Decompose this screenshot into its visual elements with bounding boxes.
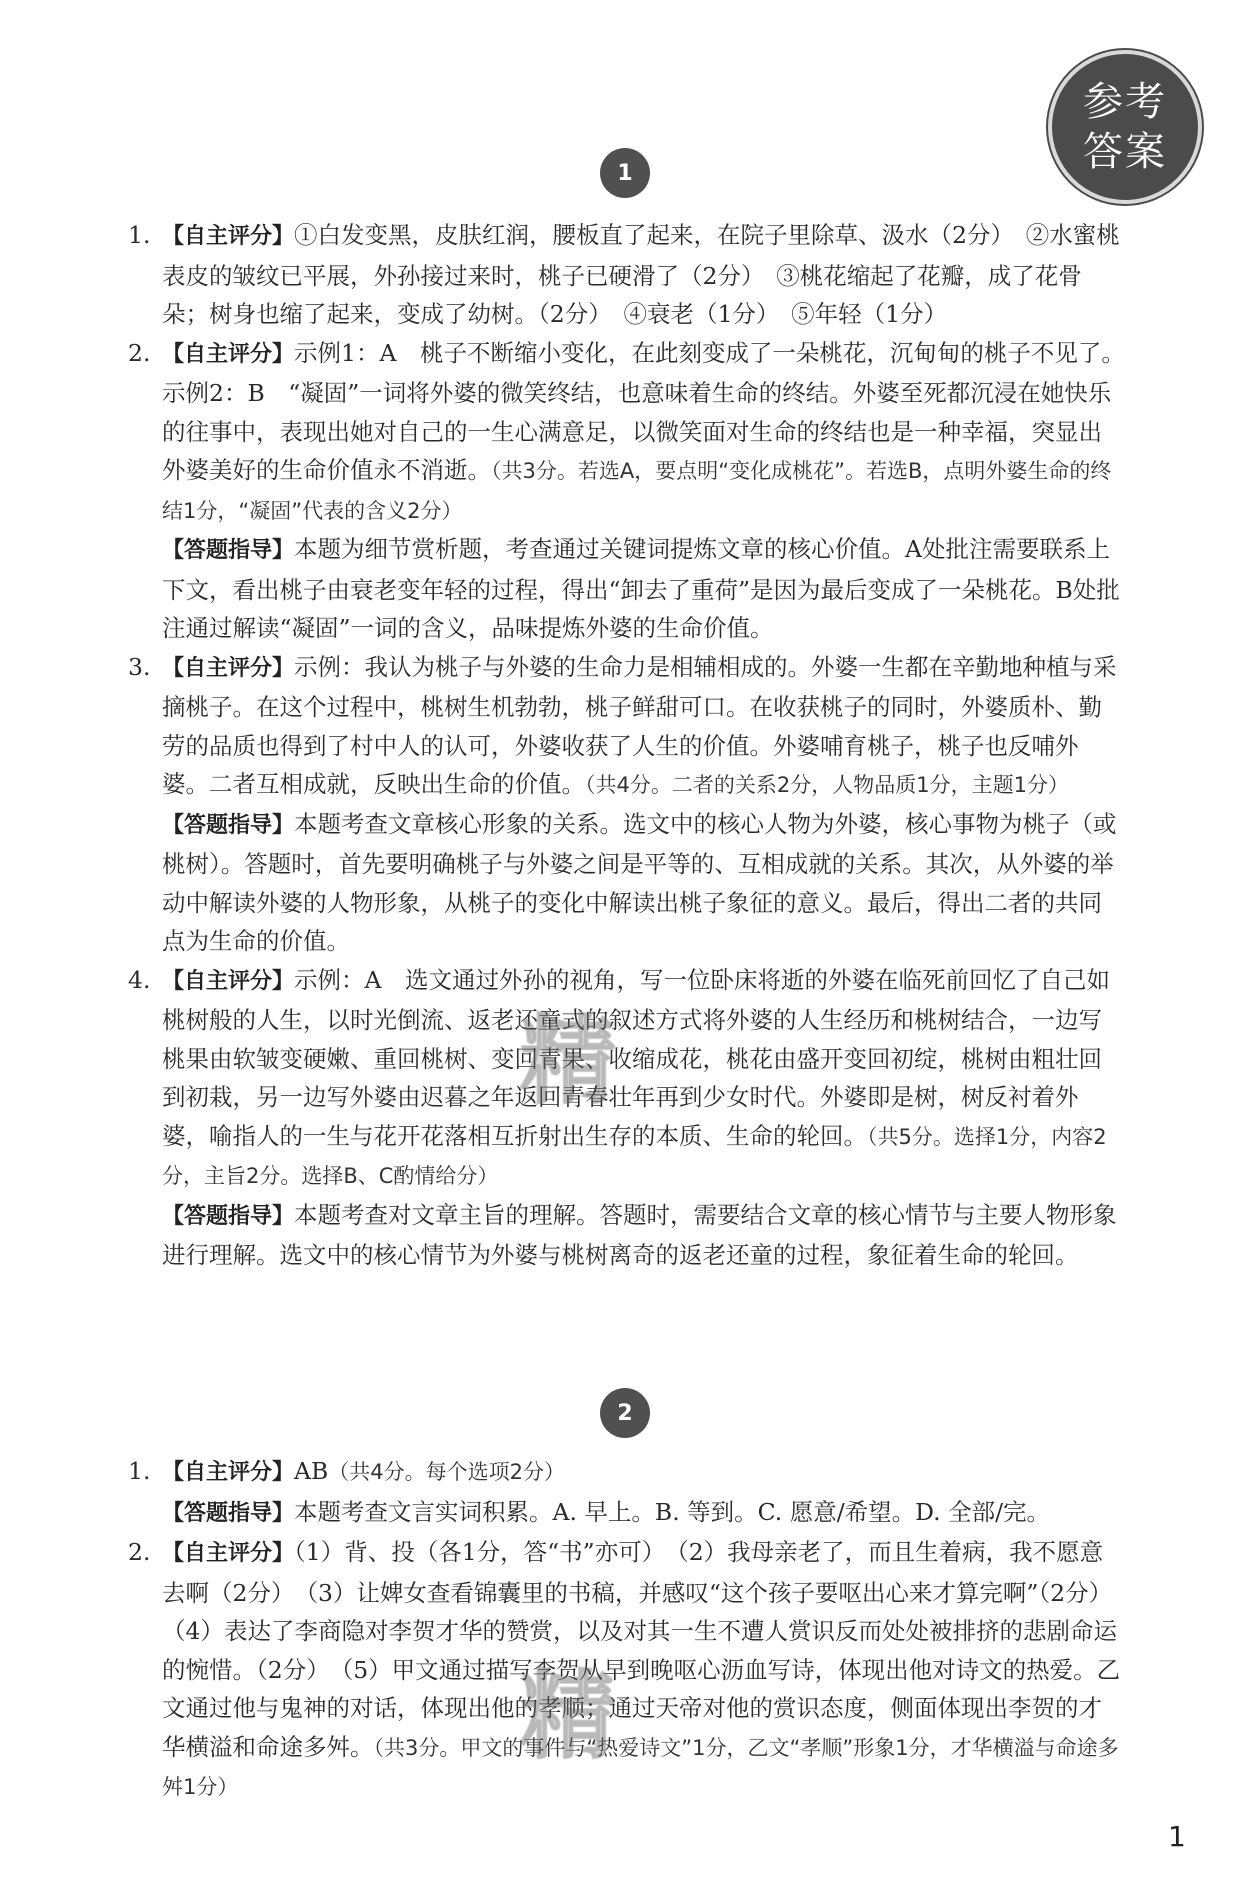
question-1-4 [128, 961, 1123, 1196]
watermark-logo: 精 [520, 1005, 626, 1117]
answer-text: 示例：A 选文通过外孙的视角，写一位卧床将逝的外婆在临死前回忆了自己如桃树般的人生，以时光倒流、返老还童式的叙述方式将外婆的人生经历和桃树结合，一边写桃果由软皱变硬嫩、重回桃树、变回青果、收缩成花，桃花由盛开变回初绽，桃树由粗壮回到初栽，另一边写外婆由迟暮之年返回青春壮年再到少女时代。外婆即是树，树反衬着外婆，喻指人的一生与花开花落相互折射出生存的本质、生命的轮回。 [162, 965, 1110, 1150]
answer-text: （1）背、投（各1分，答“书”亦可） （2）我母亲老了，而且生着病，我不愿意去啊（2分） （3）让婢女查看锦囊里的书稿，并感叹“这个孩子要呕出心来才算完啊”（2分） （4）表达了李商隐对李贺才华的赞赏，以及对其一生不遭人赏识反而处处被排挤的悲剧命运的惋惜。（2分） （5）甲文通过描写李贺从早到晚呕心沥血写诗，体现出他对诗文的热爱。乙文通过他与鬼神的对话，体现出他的孝顺；通过天帝对他的赏识态度，侧面体现出李贺的才华横溢和命途多舛。 [162, 1538, 1124, 1761]
answer-text: ①白发变黑，皮肤红润，腰板直了起来，在院子里除草、汲水（2分） ②水蜜桃表皮的皱纹已平展，外孙接过来时，桃子已硬滑了（2分） ③桃花缩起了花瓣，成了花骨朵；树身也缩了起来，变成了幼树。（2分） ④衰老（1分） ⑤年轻（1分） [162, 221, 1120, 328]
self-score-tag: 【自主评分】 [162, 1460, 295, 1485]
badge-line-1: 参考 [1083, 79, 1167, 125]
question-1-3 [128, 648, 1123, 805]
score-note: （共5分。选择1分，内容2分，主旨2分。选择B、C酌情给分） [162, 1124, 1107, 1188]
answer-text: AB [294, 1457, 329, 1485]
section-number-2: 2 [600, 1388, 650, 1438]
self-score-tag: 【自主评分】 [162, 655, 295, 681]
question-1-1 [128, 216, 1123, 334]
section-number-1: 1 [600, 148, 650, 198]
score-note: （共3分。甲文的事件与“热爱诗文”1分，乙文“孝顺”形象1分，才华横溢与命途多舛1分） [162, 1735, 1119, 1799]
section-2-content [128, 1452, 1123, 1807]
guide-tag: 【答题指导】 [162, 1203, 295, 1229]
answer-text: 示例：我认为桃子与外婆的生命力是相辅相成的。外婆一生都在辛勤地种植与采摘桃子。在这个过程中，桃树生机勃勃，桃子鲜甜可口。在收获桃子的同时，外婆质朴、勤劳的品质也得到了村中人的认可，外婆收获了人生的价值。外婆哺育桃子，桃子也反哺外婆。二者互相成就，反映出生命的价值。 [162, 652, 1117, 798]
self-score-tag: 【自主评分】 [162, 1541, 295, 1566]
question-2-1 [128, 1452, 1123, 1493]
question-number: 1. [128, 221, 151, 249]
question-1-2 [128, 334, 1137, 531]
guide-text: 本题考查对文章主旨的理解。答题时，需要结合文章的核心情节与主要人物形象进行理解。选文中的核心情节为外婆与桃树离奇的返老还童的过程，象征着生命的轮回。 [162, 1200, 1117, 1269]
question-2-2 [128, 1533, 1123, 1807]
answer-text: 示例1：A 桃子不断缩小变化，在此刻变成了一朵桃花，沉甸甸的桃子不见了。 示例2：B “凝固”一词将外婆的微笑终结，也意味着生命的终结。外婆至死都沉浸在她快乐的往事中，表现出她对自己的一生心满意足，以微笑面对生命的终结也是一种幸福，突显出外婆美好的生命价值永不消逝。 [162, 338, 1137, 484]
score-note: （共4分。二者的关系2分，人物品质1分，主题1分） [585, 773, 1069, 797]
guide-1-4 [128, 1196, 1123, 1275]
score-note: （共4分。每个选项2分） [328, 1460, 565, 1484]
question-number: 4. [128, 965, 151, 994]
question-number: 2. [128, 338, 151, 367]
question-number: 1. [128, 1457, 151, 1485]
watermark-logo: 精 [520, 1660, 626, 1772]
score-note: （共3分。若选A，要点明“变化成桃花”。若选B，点明外婆生命的终结1分，“凝固”代表的含义2分） [162, 459, 1112, 523]
guide-tag: 【答题指导】 [162, 538, 295, 563]
guide-1-3 [128, 805, 1123, 961]
guide-tag: 【答题指导】 [162, 812, 295, 838]
question-number: 3. [128, 652, 151, 681]
badge-line-2: 答案 [1083, 129, 1167, 175]
answers-badge [1048, 50, 1202, 204]
section-1-content [128, 216, 1137, 1275]
guide-2-1 [128, 1493, 1123, 1534]
guide-1-2 [128, 530, 1123, 648]
guide-text: 本题考查文章核心形象的关系。选文中的核心人物为外婆，核心事物为桃子（或桃树）。答题时，首先要明确桃子与外婆之间是平等的、互相成就的关系。其次，从外婆的举动中解读外婆的人物形象，从桃子的变化中解读出桃子象征的意义。最后，得出二者的共同点为生命的价值。 [162, 809, 1117, 955]
self-score-tag: 【自主评分】 [162, 224, 295, 249]
self-score-tag: 【自主评分】 [162, 341, 295, 367]
question-number: 2. [128, 1538, 151, 1566]
guide-text: 本题为细节赏析题，考查通过关键词提炼文章的核心价值。A处批注需要联系上下文，看出桃子由衰老变年轻的过程，得出“卸去了重荷”是因为最后变成了一朵桃花。B处批注通过解读“凝固”一词的含义，品味提炼外婆的生命价值。 [162, 535, 1120, 642]
guide-tag: 【答题指导】 [162, 1500, 295, 1526]
page-number: 1 [1168, 1820, 1186, 1853]
guide-text: 本题考查文言实词积累。A. 早上。B. 等到。C. 愿意/希望。D. 全部/完。 [294, 1497, 1050, 1526]
self-score-tag: 【自主评分】 [162, 968, 295, 994]
